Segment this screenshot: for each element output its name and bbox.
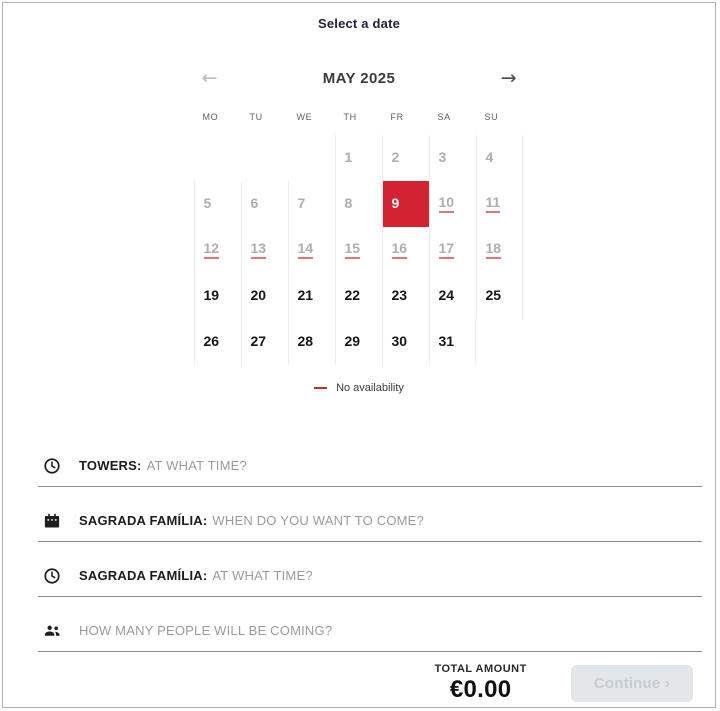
row-question: AT WHAT TIME?	[146, 458, 247, 473]
calendar-nav	[194, 67, 525, 90]
weekday-th: TH	[343, 112, 357, 122]
row-question: AT WHAT TIME?	[212, 568, 313, 583]
day-cell-2	[382, 135, 429, 181]
weekday-header-row	[194, 112, 525, 122]
day-cell-16	[382, 227, 429, 273]
day-cell-1	[335, 135, 382, 181]
booking-panel	[2, 2, 716, 708]
row-prefix: TOWERS:	[79, 458, 142, 473]
day-number: 23	[391, 287, 408, 304]
availability-legend	[194, 382, 525, 394]
day-number: 12	[204, 241, 220, 259]
continue-button[interactable]: Continue ›	[571, 665, 693, 702]
day-number: 17	[439, 241, 455, 259]
day-cell-9[interactable]	[382, 181, 429, 227]
day-number: 4	[485, 149, 494, 166]
sagrada-familia-time-row[interactable]	[38, 566, 702, 597]
day-number: 27	[250, 333, 267, 350]
day-cell-25[interactable]	[476, 273, 523, 319]
weekday-mo: MO	[202, 112, 219, 122]
towers-time-row[interactable]	[38, 456, 702, 487]
day-number: 21	[297, 287, 314, 304]
day-cell-18	[476, 227, 523, 273]
day-cell-12	[194, 227, 241, 273]
day-cell-28[interactable]	[288, 319, 335, 365]
booking-form	[38, 456, 702, 652]
empty-day-cell	[288, 135, 335, 181]
day-number: 30	[391, 333, 408, 350]
day-number: 16	[392, 241, 408, 259]
day-number: 22	[344, 287, 361, 304]
day-number: 10	[439, 195, 455, 213]
sagrada-familia-date-row[interactable]	[38, 511, 702, 542]
empty-day-cell	[476, 319, 523, 365]
calendar-week-row	[194, 227, 525, 273]
day-cell-31[interactable]	[429, 319, 476, 365]
calendar-week-row	[194, 273, 525, 319]
day-cell-22[interactable]	[335, 273, 382, 319]
legend-label: No availability	[336, 382, 404, 394]
day-number: 25	[485, 287, 502, 304]
calendar-icon	[43, 511, 62, 530]
no-availability-dash-icon	[314, 387, 327, 389]
row-label	[79, 568, 313, 583]
day-number: 24	[438, 287, 455, 304]
day-cell-10	[429, 181, 476, 227]
day-cell-30[interactable]	[382, 319, 429, 365]
day-cell-27[interactable]	[241, 319, 288, 365]
day-number: 8	[344, 195, 353, 212]
page-title: Select a date	[317, 16, 401, 31]
day-cell-23[interactable]	[382, 273, 429, 319]
day-number: 3	[438, 149, 447, 166]
empty-day-cell	[194, 135, 241, 181]
calendar-grid	[194, 135, 525, 365]
day-number: 31	[438, 333, 455, 350]
day-number: 20	[250, 287, 267, 304]
weekday-fr: FR	[390, 112, 404, 122]
empty-day-cell	[241, 135, 288, 181]
day-cell-17	[429, 227, 476, 273]
calendar-week-row	[194, 319, 525, 365]
calendar-week-row	[194, 135, 525, 181]
day-number: 6	[250, 195, 259, 212]
row-prefix: SAGRADA FAMÍLIA:	[79, 568, 208, 583]
day-number: 2	[391, 149, 400, 166]
weekday-we: WE	[296, 112, 313, 122]
row-question: WHEN DO YOU WANT TO COME?	[212, 513, 424, 528]
row-label	[79, 458, 247, 473]
total-amount-value: €0.00	[449, 676, 512, 703]
calendar-week-row	[194, 181, 525, 227]
weekday-su: SU	[484, 112, 499, 122]
clock-icon	[43, 566, 62, 585]
next-month-arrow-icon[interactable]: →	[497, 67, 521, 90]
day-number: 9	[391, 195, 400, 212]
people-icon	[43, 621, 62, 640]
weekday-sa: SA	[437, 112, 451, 122]
prev-month-arrow-icon[interactable]: ←	[198, 67, 222, 90]
day-number: 5	[203, 195, 212, 212]
row-label	[79, 623, 332, 638]
day-cell-29[interactable]	[335, 319, 382, 365]
day-cell-26[interactable]	[194, 319, 241, 365]
day-number: 7	[297, 195, 306, 212]
day-number: 15	[345, 241, 361, 259]
day-cell-21[interactable]	[288, 273, 335, 319]
calendar-month-label: MAY 2025	[322, 70, 396, 87]
day-number: 28	[297, 333, 314, 350]
total-amount-label: TOTAL AMOUNT	[434, 663, 527, 675]
day-number: 19	[203, 287, 220, 304]
day-number: 26	[203, 333, 220, 350]
day-number: 29	[344, 333, 361, 350]
day-cell-14	[288, 227, 335, 273]
day-number: 1	[344, 149, 353, 166]
weekday-tu: TU	[249, 112, 263, 122]
people-count-row[interactable]	[38, 621, 702, 652]
row-prefix: SAGRADA FAMÍLIA:	[79, 513, 208, 528]
day-cell-20[interactable]	[241, 273, 288, 319]
day-cell-3	[429, 135, 476, 181]
day-cell-19[interactable]	[194, 273, 241, 319]
day-number: 11	[486, 195, 501, 213]
day-number: 13	[251, 241, 267, 259]
day-cell-8	[335, 181, 382, 227]
clock-icon	[43, 456, 62, 475]
day-cell-24[interactable]	[429, 273, 476, 319]
footer	[3, 663, 715, 704]
row-question: HOW MANY PEOPLE WILL BE COMING?	[79, 623, 333, 638]
total-amount-block	[434, 663, 526, 704]
day-cell-5	[194, 181, 241, 227]
day-number: 14	[298, 241, 314, 259]
day-cell-6	[241, 181, 288, 227]
calendar	[194, 67, 525, 394]
day-cell-4	[476, 135, 523, 181]
day-cell-7	[288, 181, 335, 227]
day-cell-15	[335, 227, 382, 273]
day-cell-11	[476, 181, 523, 227]
day-cell-13	[241, 227, 288, 273]
row-label	[79, 513, 424, 528]
day-number: 18	[486, 241, 502, 259]
